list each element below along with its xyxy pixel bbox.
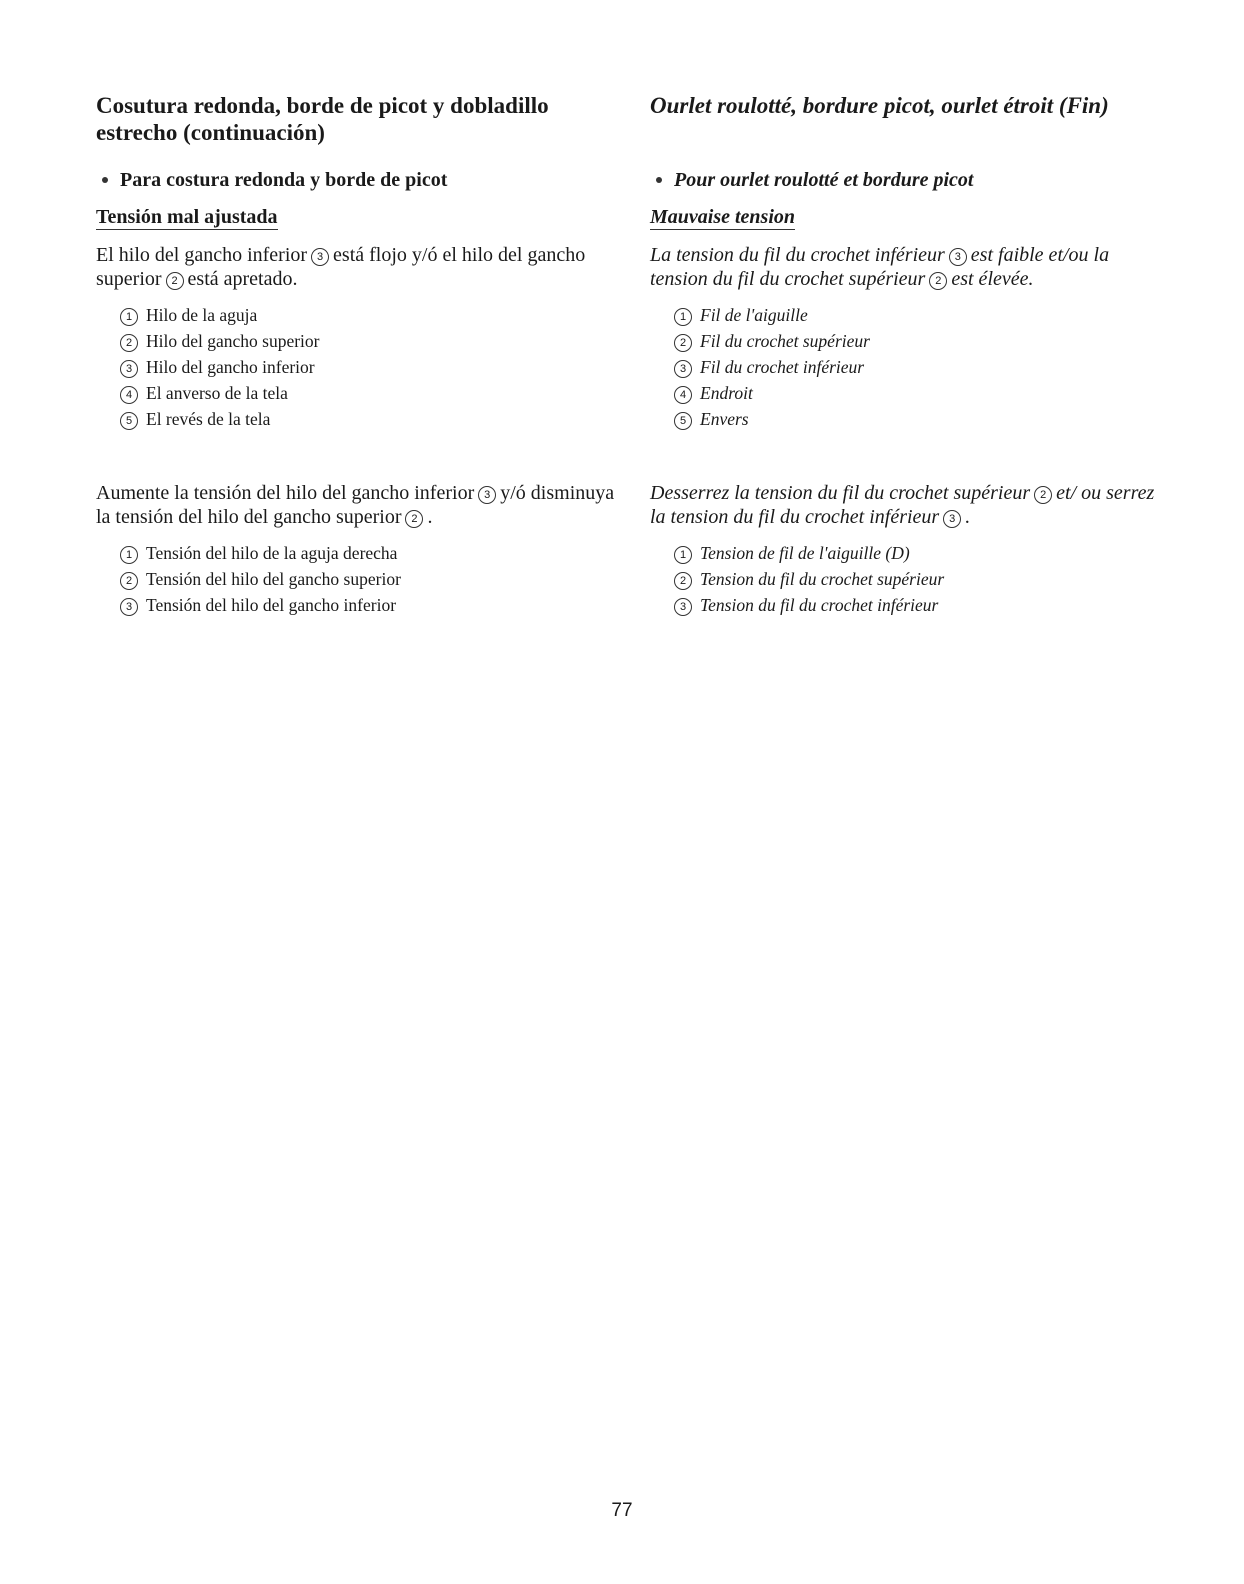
circled-number-icon: 1 — [674, 546, 692, 564]
circled-number-icon: 1 — [120, 546, 138, 564]
section-title-es: Cosutura redonda, borde de picot y dobladillo estrecho (continuación) — [96, 93, 549, 145]
circled-number-icon: 3 — [120, 360, 138, 378]
bullet-dot-icon — [656, 177, 662, 183]
circled-number-icon: 3 — [311, 248, 329, 266]
list-item: 4 Endroit — [674, 380, 870, 406]
bullet-heading-fr: Pour ourlet roulotté et bordure picot — [650, 168, 973, 192]
list-item: 2 Tensión del hilo del gancho superior — [120, 566, 401, 592]
list-item: 3 Tension du fil du crochet inférieur — [674, 592, 944, 618]
list-item: 5 Envers — [674, 406, 870, 432]
circled-number-icon: 2 — [674, 334, 692, 352]
circled-number-icon: 4 — [674, 386, 692, 404]
list-item: 5 El revés de la tela — [120, 406, 320, 432]
paragraph-fr-1: La tension du fil du crochet inférieur 3 est faible et/ou la tension du fil du crochet supérieur 2 est élevée. — [650, 244, 1110, 290]
paragraph-es-1: El hilo del gancho inferior 3 está flojo y/ó el hilo del gancho superior 2 está apretado. — [96, 244, 586, 290]
list-item: 4 El anverso de la tela — [120, 380, 320, 406]
circled-number-icon: 2 — [166, 272, 184, 290]
circled-number-icon: 1 — [120, 308, 138, 326]
list-item: 2 Tension du fil du crochet supérieur — [674, 566, 944, 592]
circled-number-icon: 4 — [120, 386, 138, 404]
list-item: 3 Tensión del hilo del gancho inferior — [120, 592, 401, 618]
legend-list-fr-2 — [674, 540, 944, 618]
subheading-es: Tensión mal ajustada — [96, 206, 278, 228]
legend-list-fr-1 — [674, 302, 870, 432]
circled-number-icon: 3 — [478, 486, 496, 504]
section-title-fr: Ourlet roulotté, bordure picot, ourlet étroit (Fin) — [650, 93, 1109, 118]
paragraph-es-2: Aumente la tensión del hilo del gancho inferior 3 y/ó disminuya la tensión del hilo del gancho superior 2 . — [96, 482, 615, 528]
bullet-dot-icon — [102, 177, 108, 183]
circled-number-icon: 2 — [1034, 486, 1052, 504]
circled-number-icon: 2 — [120, 572, 138, 590]
circled-number-icon: 5 — [674, 412, 692, 430]
circled-number-icon: 3 — [120, 598, 138, 616]
list-item: 1 Tensión del hilo de la aguja derecha — [120, 540, 401, 566]
list-item: 1 Hilo de la aguja — [120, 302, 320, 328]
circled-number-icon: 2 — [929, 272, 947, 290]
list-item: 3 Fil du crochet inférieur — [674, 354, 870, 380]
list-item: 2 Fil du crochet supérieur — [674, 328, 870, 354]
list-item: 1 Tension de fil de l'aiguille (D) — [674, 540, 944, 566]
circled-number-icon: 2 — [120, 334, 138, 352]
circled-number-icon: 2 — [405, 510, 423, 528]
list-item: 3 Hilo del gancho inferior — [120, 354, 320, 380]
circled-number-icon: 3 — [949, 248, 967, 266]
page-number: 77 — [611, 1500, 633, 1521]
paragraph-fr-2: Desserrez la tension du fil du crochet supérieur 2 et/ ou serrez la tension du fil du crochet inférieur 3 . — [650, 482, 1155, 528]
circled-number-icon: 3 — [943, 510, 961, 528]
legend-list-es-2 — [120, 540, 401, 618]
circled-number-icon: 3 — [674, 598, 692, 616]
list-item: 2 Hilo del gancho superior — [120, 328, 320, 354]
list-item: 1 Fil de l'aiguille — [674, 302, 870, 328]
legend-list-es-1 — [120, 302, 320, 432]
circled-number-icon: 3 — [674, 360, 692, 378]
circled-number-icon: 1 — [674, 308, 692, 326]
circled-number-icon: 2 — [674, 572, 692, 590]
bullet-heading-es: Para costura redonda y borde de picot — [96, 168, 447, 192]
circled-number-icon: 5 — [120, 412, 138, 430]
subheading-fr: Mauvaise tension — [650, 206, 796, 228]
